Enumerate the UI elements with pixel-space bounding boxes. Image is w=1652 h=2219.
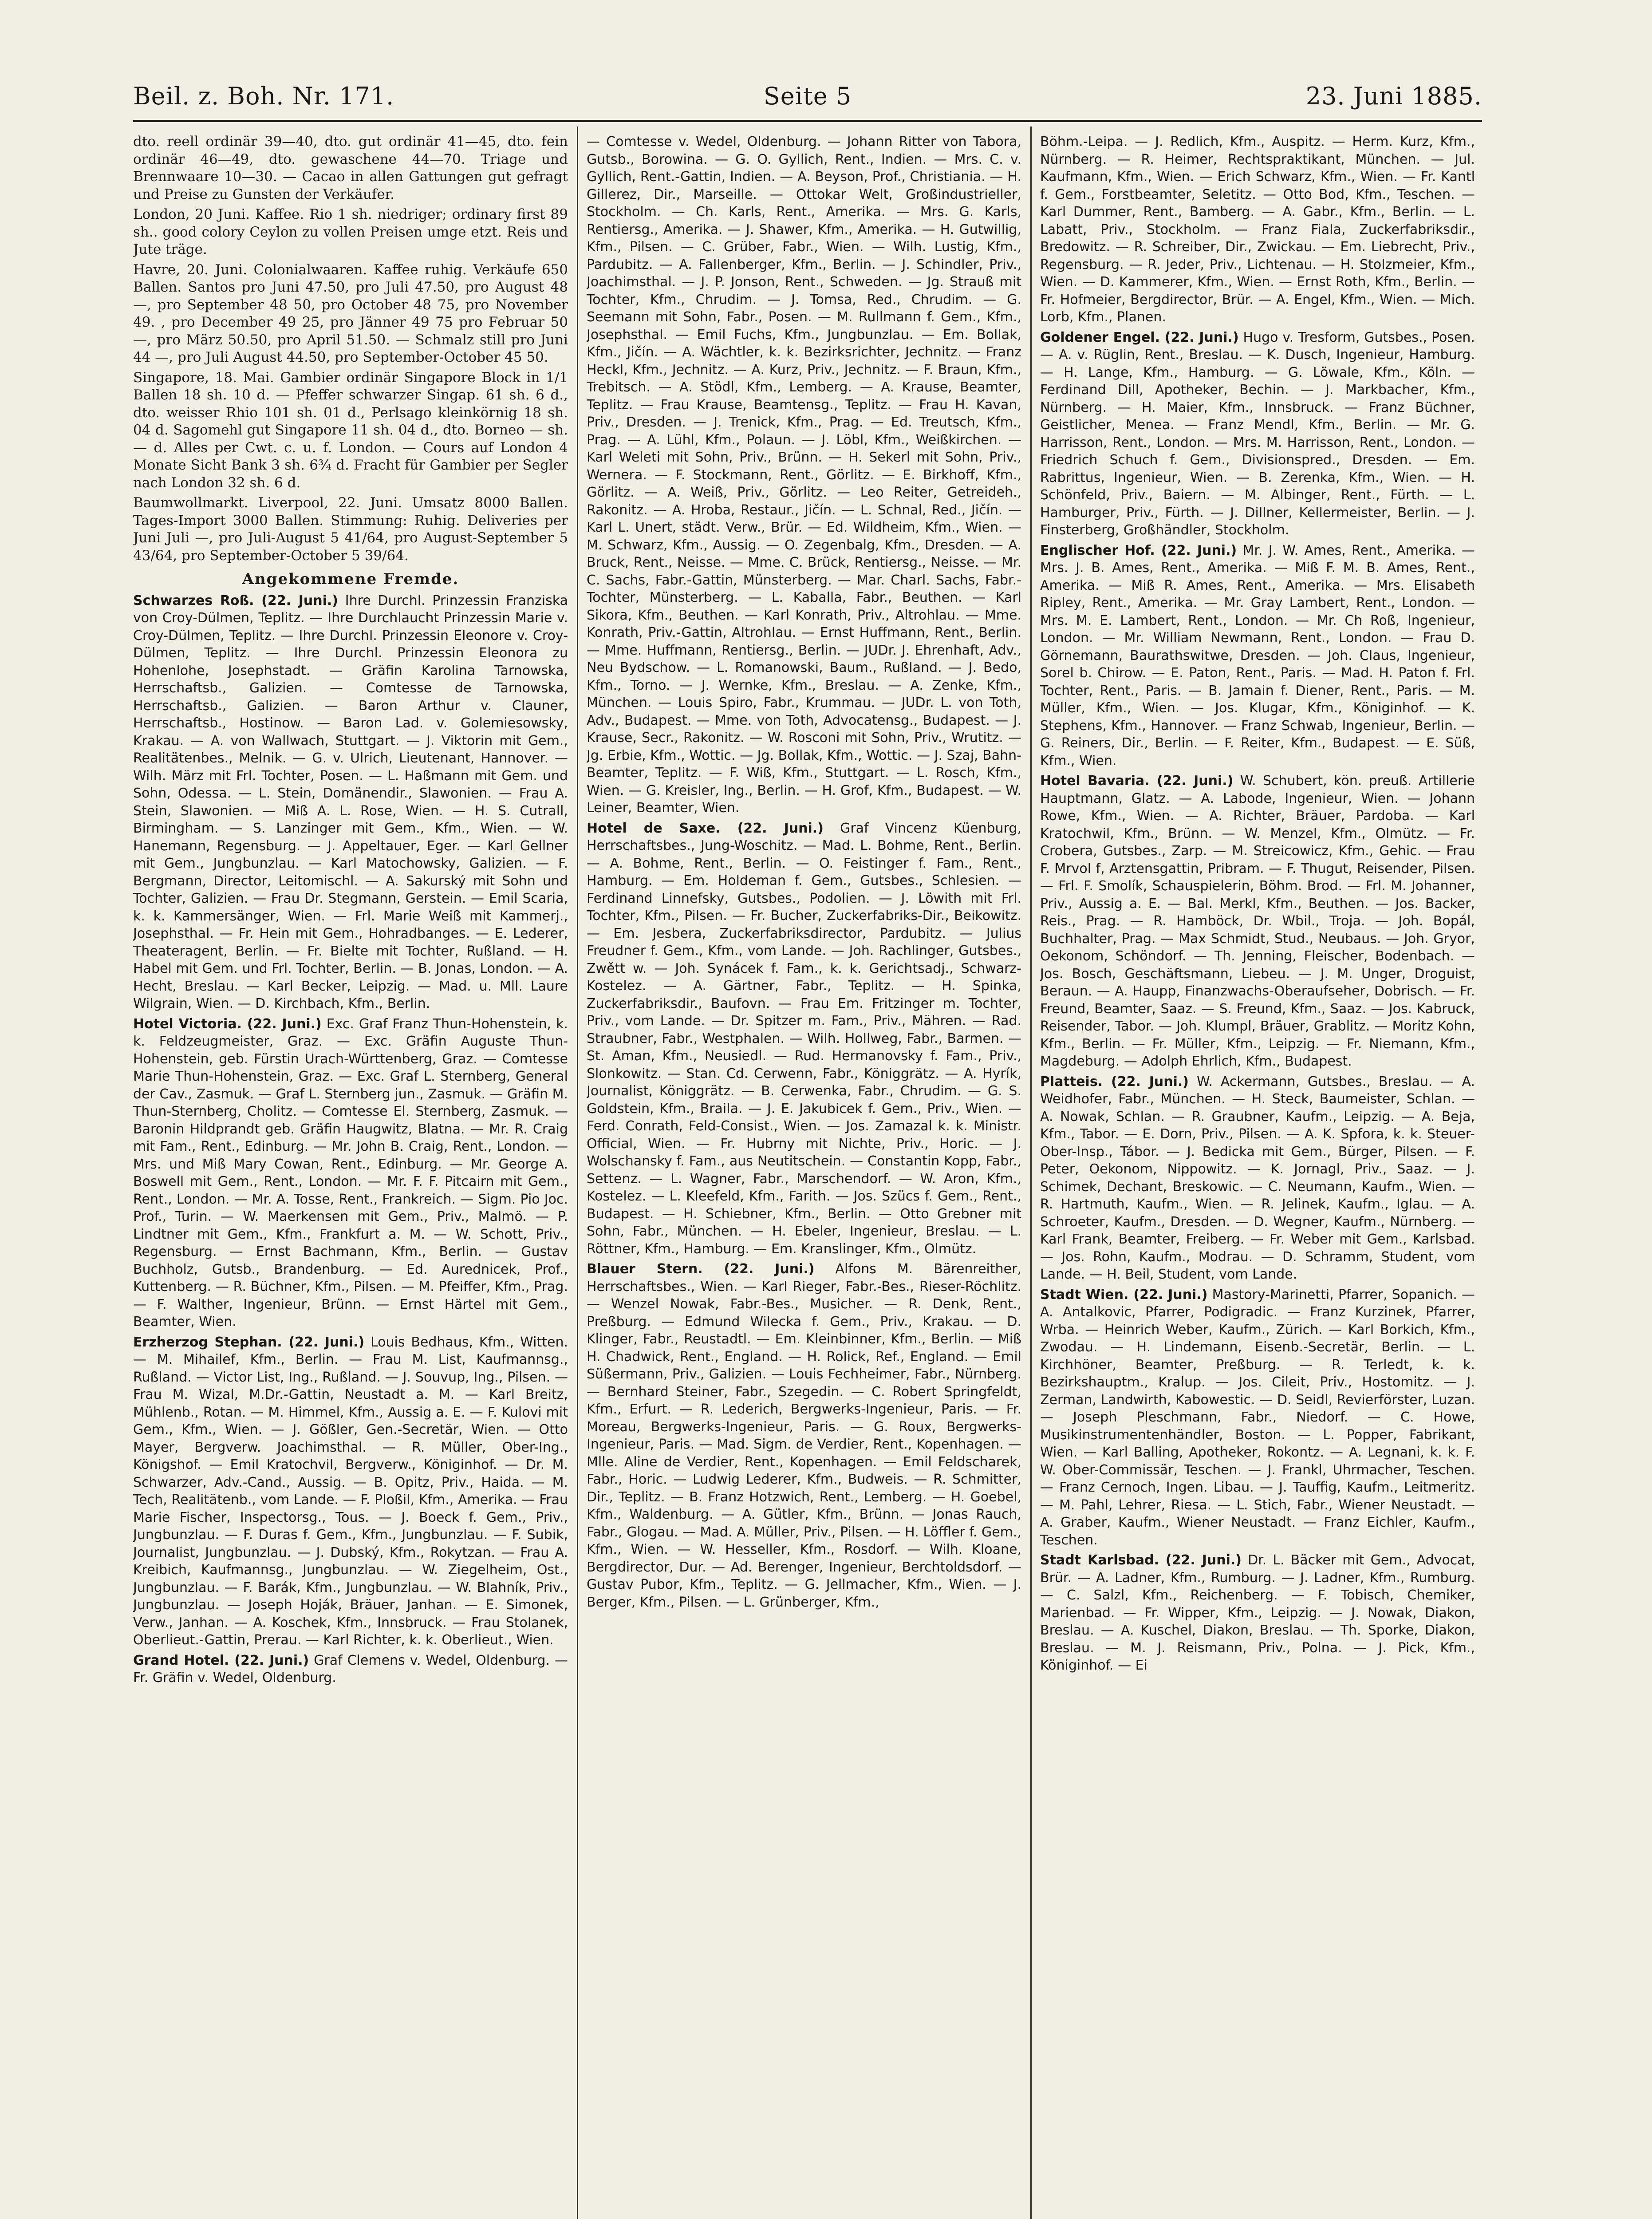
issue-date: 23. Juni 1885. (1305, 82, 1482, 110)
guest-list: W. Schubert, kön. preuß. Artillerie Hauptmann, Glatz. — A. Labode, Ingenieur, Wien. — Johann Rowe, Kfm., Wien. — A. Richter, Bräuer, Pardoba. — Karl Kratochwil, Kfm., Brünn. — W. Menzel, Kfm., Olmütz. — Fr. Crobera, Gutsbes., Zarp. — M. Streicowicz, Kfm., Gehic. — Frau F. Mrvol f, Arztensgattin, Pribram. — F. Thugut, Reisender, Pilsen. — Frl. F. Smolík, Schauspielerin, Böhm. Brod. — Frl. M. Johanner, Priv., Aussig a. E. — Bal. Merkl, Kfm., Beuthen. — Jos. Backer, Reis., Prag. — R. Hamböck, Dr. Wbil., Troja. — Joh. Bopál, Buchhalter, Prag. — Max Schmidt, Stud., Neubaus. — Joh. Gryor, Oekonom, Schöndorf. — Th. Jenning, Fleischer, Bodenbach. — Jos. Bosch, Geschäftsmann, Liebeu. — J. M. Unger, Droguist, Beraun. — A. Haupp, Finanzwachs-Oberaufseher, Dobrisch. — Fr. Freund, Beamter, Saaz. — S. Freund, Kfm., Saaz. — Jos. Kabruck, Reisender, Tabor. — Joh. Klumpl, Bräuer, Grablitz. — Moritz Kohn, Kfm., Berlin. — Fr. Müller, Kfm., Leipzig. — Fr. Niemann, Kfm., Magdeburg. — Adolph Ehrlich, Kfm., Budapest. (1040, 773, 1475, 1069)
hotel-heading: Goldener Engel. (22. Juni.) (1040, 329, 1239, 345)
column-2 (587, 133, 1021, 2219)
issue-label: Beil. z. Boh. Nr. 171. (133, 82, 394, 110)
guest-list: Dr. L. Bäcker mit Gem., Advocat, Brür. — A. Ladner, Kfm., Rumburg. — J. Ladner, Kfm., Rumburg. — C. Salzl, Kfm., Reichenberg. — F. Tobisch, Chemiker, Marienbad. — Fr. Wipper, Kfm., Leipzig. — J. Nowak, Diakon, Breslau. — A. Kuschel, Diakon, Breslau. — Th. Sporke, Diakon, Breslau. — M. J. Reismann, Priv., Polna. — J. Pick, Kfm., Königinhof. — Ei (1040, 1552, 1475, 1673)
guest-list: Graf Vincenz Küenburg, Herrschaftsbes., Jung-Woschitz. — Mad. L. Bohme, Rent., Berlin. — A. Bohme, Rent., Berlin. — O. Feistinger f. Fam., Rent., Hamburg. — Em. Holdeman f. Gem., Gutsbes., Schlesien. — Ferdinand Linnefsky, Gutsbes., Podolien. — J. Löwith mit Frl. Tochter, Kfm., Pilsen. — Fr. Bucher, Zuckerfabriks-Dir., Beikowitz. — Em. Jesbera, Zuckerfabriksdirector, Pardubitz. — Julius Freudner f. Gem., Kfm., vom Lande. — Joh. Rachlinger, Gutsbes., Zwětt w. — Joh. Synácek f. Fam., k. k. Gerichtsadj., Schwarz-Kostelez. — A. Gärtner, Fabr., Teplitz. — H. Spinka, Zuckerfabriksdir., Baufovn. — Frau Em. Fritzinger m. Tochter, Priv., vom Lande. — Dr. Spitzer m. Fam., Priv., Mähren. — Rad. Straubner, Fabr., Westphalen. — Wilh. Hollweg, Fabr., Barmen. — St. Aman, Kfm., Neusiedl. — Rud. Hermanovsky f. Fam., Priv., Slonkowitz. — Stan. Cd. Cerwenn, Fabr., Königgrätz. — A. Hyrík, Journalist, Königgrätz. — B. Cerwenka, Fabr., Chrudim. — G. S. Goldstein, Kfm., Braila. — J. E. Jakubicek f. Gem., Priv., Wien. — Ferd. Conrath, Feld-Consist., Wien. — Jos. Zamazal k. k. Ministr. Official, Wien. — Fr. Hubrny mit Nichte, Priv., Horic. — J. Wolschansky f. Fam., aus Neutitschein. — Constantin Kopp, Fabr., Settenz. — L. Wagner, Fabr., Marschendorf. — W. Aron, Kfm., Kostelez. — L. Kleefeld, Kfm., Farith. — Jos. Szücs f. Gem., Rent., Budapest. — H. Schiebner, Kfm., Berlin. — Otto Grebner mit Sohn, Fabr., München. — H. Ebeler, Ingenieur, Breslau. — L. Röttner, Kfm., Hamburg. — Em. Kranslinger, Kfm., Olmütz. (587, 820, 1021, 1257)
guest-list: Exc. Graf Franz Thun-Hohenstein, k. k. Feldzeugmeister, Graz. — Exc. Gräfin Auguste Thun-Hohenstein, geb. Fürstin Urach-Württenberg, Graz. — Comtesse Marie Thun-Hohenstein, Graz. — Exc. Graf L. Sternberg, General der Cav., Zasmuk. — Graf L. Sternberg jun., Zasmuk. — Gräfin M. Thun-Sternberg, Cholitz. — Comtesse El. Sternberg, Zasmuk. — Baronin Hildprandt geb. Gräfin Haugwitz, Blatna. — Mr. R. Craig mit Fam., Rent., Edinburg. — Mr. John B. Craig, Rent., London. — Mrs. und Miß Mary Cowan, Rent., Edinburg. — Mr. George A. Boswell mit Gem., Rent., London. — Mr. F. F. Pitcairn mit Gem., Rent., London. — Mr. A. Tosse, Rent., Frankreich. — Sigm. Pio Joc. Prof., Turin. — W. Maerkensen mit Gem., Priv., Malmö. — P. Lindtner mit Gem., Kfm., Frankfurt a. M. — W. Schott, Priv., Regensburg. — Ernst Bachmann, Kfm., Berlin. — Gustav Buchholz, Gutsb., Brandenburg. — Ed. Aurednicek, Prof., Kuttenberg. — R. Büchner, Kfm., Pilsen. — M. Pfeiffer, Kfm., Prag. — F. Walther, Ingenieur, Brünn. — Ernst Härtel mit Gem., Beamter, Wien. (133, 1016, 568, 1330)
hotel-heading: Stadt Karlsbad. (22. Juni.) (1040, 1552, 1242, 1568)
guest-list: W. Ackermann, Gutsbes., Breslau. — A. Weidhofer, Fabr., München. — H. Steck, Baumeister, Schlan. — A. Nowak, Schlan. — R. Graubner, Kaufm., Leipzig. — A. Beja, Kfm., Tabor. — E. Dorn, Priv., Pilsen. — A. K. Spfora, k. k. Steuer-Ober-Insp., Tábor. — J. Bedicka mit Gem., Bürger, Pilsen. — F. Peter, Oekonom, Nippowitz. — K. Jornagl, Priv., Saaz. — J. Schimek, Dechant, Breskowic. — C. Neumann, Kaufm., Wien. — R. Hartmuth, Kaufm., Wien. — R. Jelinek, Kaufm., Iglau. — A. Schroeter, Kaufm., Dresden. — D. Wegner, Kaufm., Nürnberg. — Karl Frank, Beamter, Freiberg. — Fr. Weber mit Gem., Karlsbad. — Jos. Rohn, Kaufm., Modrau. — D. Schramm, Student, vom Lande. — H. Beil, Student, vom Lande. (1040, 1074, 1475, 1282)
hotel-heading: Hotel Bavaria. (22. Juni.) (1040, 773, 1234, 789)
hotel-heading: Hotel de Saxe. (22. Juni.) (587, 820, 824, 836)
guest-list: Mastory-Marinetti, Pfarrer, Sopanich. — A. Antalkovic, Pfarrer, Podigradic. — Franz Kurzinek, Pfarrer, Wrba. — Heinrich Weber, Kaufm., Zürich. — Karl Borkich, Kfm., Zwodau. — H. Lindemann, Eisenb.-Secretär, Berlin. — L. Kirchhöner, Beamter, Preßburg. — R. Terledt, k. k. Bezirkshauptm., Kralup. — Jos. Cileit, Priv., Hostomitz. — J. Zerman, Landwirth, Kabowestic. — D. Seidl, Revierförster, Luzan. — Joseph Pleschmann, Fabr., Niedorf. — C. Howe, Musikinstrumentenhändler, Boston. — L. Popper, Fabrikant, Wien. — Karl Balling, Apotheker, Rokontz. — A. Legnani, k. k. F. W. Ober-Commissär, Teschen. — J. Frankl, Uhrmacher, Teschen. — Franz Cernoch, Ingen. Libau. — J. Tauffig, Kaufm., Leitmeritz. — M. Pahl, Lehrer, Riesa. — L. Stich, Fabr., Wiener Neustadt. — A. Graber, Kaufm., Wiener Neustadt. — Franz Eichler, Kaufm., Teschen. (1040, 1287, 1475, 1548)
market-report-singapore: Singapore, 18. Mai. Gambier ordinär Singapore Block in 1/1 Ballen 18 sh. 10 d. — Pfeffer schwarzer Singap. 61 sh. 6 d., dto. weisser Rhio 101 sh. 01 d., Perlsago kleinkörnig 18 sh. 04 d. Sagomehl gut Singapore 11 sh. 04 d., dto. Borneo — sh. — d. Alles per Cwt. c. u. f. London. — Cours auf London 4 Monate Sicht Bank 3 sh. 6¾ d. Fracht für Gambier per Segler nach London 32 sh. 6 d. (133, 369, 568, 491)
hotel-heading: Englischer Hof. (22. Juni.) (1040, 542, 1237, 558)
guest-list: Alfons M. Bärenreither, Herrschaftsbes., Wien. — Karl Rieger, Fabr.-Bes., Rieser-Röchlitz. — Wenzel Nowak, Fabr.-Bes., Musicher. — R. Denk, Rent., Preßburg. — Edmund Wilecka f. Gem., Priv., Krakau. — D. Klinger, Fabr., Reustadtl. — Em. Kleinbinner, Kfm., Berlin. — Miß H. Chadwick, Rent., England. — H. Rolick, Ref., England. — Emil Süßermann, Priv., Galizien. — Louis Fechheimer, Fabr., Nürnberg. — Bernhard Steiner, Fabr., Szegedin. — C. Robert Springfeldt, Kfm., Erfurt. — R. Lederich, Bergwerks-Ingenieur, Paris. — Fr. Moreau, Bergwerks-Ingenieur, Paris. — G. Roux, Bergwerks-Ingenieur, Paris. — Mad. Sigm. de Verdier, Rent., Kopenhagen. — Mlle. Aline de Verdier, Rent., Kopenhagen. — Emil Feldscharek, Fabr., Horic. — Ludwig Lederer, Kfm., Budweis. — R. Schmitter, Dir., Teplitz. — B. Franz Hotzwich, Rent., Lemberg. — H. Goebel, Kfm., Waldenburg. — A. Gütler, Kfm., Brünn. — Jonas Rauch, Fabr., Glogau. — Mad. A. Müller, Priv., Pilsen. — H. Löffler f. Gem., Kfm., Wien. — W. Hesseller, Kfm., Rosdorf. — Wilh. Kloane, Bergdirector, Dur. — Ad. Berenger, Ingenieur, Berchtoldsdorf. — Gustav Pubor, Kfm., Teplitz. — G. Jellmacher, Kfm., Wien. — J. Berger, Kfm., Pilsen. — L. Grünberger, Kfm., (587, 1261, 1021, 1610)
section-title: Angekommene Fremde. (242, 570, 459, 588)
guest-list: Mr. J. W. Ames, Rent., Amerika. — Mrs. J. B. Ames, Rent., Amerika. — Miß F. M. B. Ames, Rent., Amerika. — Miß R. Ames, Rent., Amerika. — Mrs. Elisabeth Ripley, Rent., Amerika. — Mr. Gray Lambert, Rent., London. — Mrs. M. E. Lambert, Rent., London. — Mr. Ch Roß, Ingenieur, London. — Mr. William Newmann, Rent., London. — Frau D. Görnemann, Baurathswitwe, Dresden. — Joh. Claus, Ingenieur, Sorel b. Chirow. — E. Paton, Rent., Paris. — Mad. H. Paton f. Frl. Tochter, Rent., Paris. — B. Jamain f. Diener, Rent., Paris. — M. Müller, Kfm., Wien. — Jos. Klugar, Kfm., Königinhof. — K. Stephens, Kfm., Hannover. — Franz Schwab, Ingenieur, Berlin. — G. Reiners, Dir., Berlin. — F. Reiter, Kfm., Budapest. — E. Süß, Kfm., Wien. (1040, 542, 1475, 769)
hotel-heading: Blauer Stern. (22. Juni.) (587, 1261, 815, 1277)
market-report-coffee: dto. reell ordinär 39—40, dto. gut ordinär 41—45, dto. fein ordinär 46—49, dto. gewaschene 44—70. Triage und Brennwaare 10—30. — Cacao in allen Gattungen gut gefragt und Preise zu Gunsten der Verkäufer. (133, 134, 568, 202)
market-report-cotton: Baumwollmarkt. Liverpool, 22. Juni. Umsatz 8000 Ballen. Tages-Import 3000 Ballen. Stimmung: Ruhig. Deliveries per Juni Juli —, pro Juli-August 5 41/64, pro August-September 5 43/64, pro September-October 5 39/64. (133, 495, 568, 564)
page-header (133, 73, 1482, 118)
page-number: Seite 5 (763, 82, 852, 110)
hotel-heading: Erzherzog Stephan. (22. Juni.) (133, 1334, 365, 1350)
column-rule-2 (1030, 126, 1032, 2219)
guest-list: Louis Bedhaus, Kfm., Witten. — M. Mihailef, Kfm., Berlin. — Frau M. List, Kaufmannsg., Rußland. — Victor List, Ing., Rußland. — J. Souvup, Ing., Pilsen. — Frau M. Wizal, M.Dr.-Gattin, Neustadt a. M. — Karl Breitz, Mühlenb., Rotan. — M. Himmel, Kfm., Aussig a. E. — F. Kulovi mit Gem., Kfm., Wien. — J. Gößler, Gen.-Secretär, Wien. — Otto Mayer, Bergverw. Joachimsthal. — R. Müller, Ober-Ing., Königshof. — Emil Kratochvil, Bergverw., Königinhof. — Dr. M. Schwarzer, Adv.-Cand., Aussig. — B. Opitz, Priv., Haida. — M. Tech, Realitätenb., vom Lande. — F. Ploßil, Kfm., Amerika. — Frau Marie Fischer, Inspectorsg., Tous. — J. Boeck f. Gem., Priv., Jungbunzlau. — F. Duras f. Gem., Kfm., Jungbunzlau. — F. Subik, Journalist, Jungbunzlau. — J. Dubský, Kfm., Rokytzan. — Frau A. Kreibich, Kaufmannsg., Jungbunzlau. — W. Ziegelheim, Ost., Jungbunzlau. — F. Barák, Kfm., Jungbunzlau. — W. Blahník, Priv., Jungbunzlau. — Joseph Hoják, Bräuer, Janhan. — E. Simonek, Verw., Janhan. — A. Koschek, Kfm., Innsbruck. — Frau Stolanek, Oberlieut.-Gattin, Prerau. — Karl Richter, k. k. Oberlieut., Wien. (133, 1334, 568, 1648)
column-1 (133, 133, 568, 2219)
header-rule (133, 120, 1482, 122)
market-report-london: London, 20 Juni. Kaffee. Rio 1 sh. niedriger; ordinary first 89 sh.. good colory Ceylon zu vollen Preisen umge etzt. Reis und Jute träge. (133, 206, 568, 257)
hotel-heading: Grand Hotel. (22. Juni.) (133, 1652, 309, 1668)
market-report-havre: Havre, 20. Juni. Colonialwaaren. Kaffee ruhig. Verkäufe 650 Ballen. Santos pro Juni 47.50, pro Juli 47.50, pro August 48 —, pro September 48 50, pro October 48 75, pro November 49. , pro December 49 25, pro Jänner 49 75 pro Februar 50 —, pro März 50.50, pro April 51.50. — Schmalz still pro Juni 44 —, pro Juli August 44.50, pro September-October 45 50. (133, 261, 568, 365)
guest-list: Ihre Durchl. Prinzessin Franziska von Croy-Dülmen, Teplitz. — Ihre Durchlaucht Prinzessin Marie v. Croy-Dülmen, Teplitz. — Ihre Durchl. Prinzessin Eleonore v. Croy-Dülmen, Teplitz. — Ihre Durchl. Prinzessin Eleonora zu Hohenlohe, Josephstadt. — Gräfin Karolina Tarnowska, Herrschaftsb., Galizien. — Comtesse de Tarnowska, Herrschaftsb., Galizien. — Baron Arthur v. Clauner, Herrschaftsb., Hostinow. — Baron Lad. v. Golemiesowsky, Krakau. — A. von Wallwach, Stuttgart. — J. Viktorin mit Gem., Realitätenbes., Melnik. — G. v. Ulrich, Lieutenant, Hannover. — Wilh. März mit Frl. Tochter, Posen. — L. Haßmann mit Gem. und Sohn, Odessa. — L. Stein, Domänendir., Slawonien. — Frau A. Stein, Slawonien. — Miß A. L. Rose, Wien. — H. S. Cutrall, Birmingham. — S. Lanzinger mit Gem., Kfm., Wien. — W. Hanemann, Regensburg. — J. Appeltauer, Eger. — Karl Gellner mit Gem., Jungbunzlau. — Karl Matochowsky, Galizien. — F. Bergmann, Director, Leitomischl. — A. Sakurský mit Sohn und Tochter, Galizien. — Frau Dr. Stegmann, Gerstein. — Emil Scaria, k. k. Kammersänger, Wien. — Frl. Marie Weiß mit Kammerj., Josephsthal. — Fr. Hein mit Gem., Hohradbanges. — E. Lederer, Theateragent, Berlin. — Fr. Bielte mit Tochter, Rußland. — H. Habel mit Gem. und Frl. Tochter, Berlin. — B. Jonas, London. — A. Hecht, Breslau. — Karl Becker, Leipzig. — Mad. u. Mll. Laure Wilgrain, Wien. — D. Kirchbach, Kfm., Berlin. (133, 592, 568, 1011)
guest-list: Hugo v. Tresform, Gutsbes., Posen. — A. v. Rüglin, Rent., Breslau. — K. Dusch, Ingenieur, Hamburg. — H. Lange, Kfm., Hamburg. — G. Löwale, Kfm., Köln. — Ferdinand Dill, Apotheker, Bechin. — J. Markbacher, Kfm., Nürnberg. — H. Maier, Kfm., Innsbruck. — Franz Büchner, Geistlicher, Menea. — Franz Mendl, Kfm., Berlin. — Mr. G. Harrisson, Rent., London. — Mrs. M. Harrisson, Rent., London. — Friedrich Schuch f. Gem., Divisionspred., Dresden. — Em. Rabrittus, Ingenieur, Wien. — B. Zerenka, Kfm., Wien. — H. Schönfeld, Priv., Baiern. — M. Albinger, Rent., Fürth. — L. Hamburger, Priv., Fürth. — J. Dillner, Kellermeister, Berlin. — J. Finsterberg, Großhändler, Stockholm. (1040, 329, 1475, 538)
hotel-heading: Stadt Wien. (22. Juni.) (1040, 1287, 1208, 1303)
hotel-heading: Platteis. (22. Juni.) (1040, 1074, 1189, 1090)
guest-list: Graf Clemens v. Wedel, Oldenburg. — Fr. Gräfin v. Wedel, Oldenburg. (133, 1652, 568, 1686)
guest-list: Böhm.-Leipa. — J. Redlich, Kfm., Auspitz. — Herm. Kurz, Kfm., Nürnberg. — R. Heimer, Rechtspraktikant, München. — Jul. Kaufmann, Kfm., Wien. — Erich Schwarz, Kfm., Wien. — Fr. Kantl f. Gem., Forstbeamter, Seletitz. — Otto Bod, Kfm., Teschen. — Karl Dummer, Rent., Bamberg. — A. Gabr., Kfm., Berlin. — L. Labatt, Priv., Stockholm. — Franz Fiala, Zuckerfabriksdir., Bredowitz. — R. Schreiber, Dir., Zwickau. — Em. Liebrecht, Priv., Regensburg. — R. Jeder, Priv., Lichtenau. — H. Stolzmeier, Kfm., Wien. — D. Kammerer, Kfm., Wien. — Ernst Roth, Kfm., Berlin. — Fr. Hofmeier, Bergdirector, Brür. — A. Engel, Kfm., Wien. — Mich. Lorb, Kfm., Planen. (1040, 134, 1475, 325)
guest-list: — Comtesse v. Wedel, Oldenburg. — Johann Ritter von Tabora, Gutsb., Borowina. — G. O. Gyllich, Rent., Indien. — Mrs. C. v. Gyllich, Rent.-Gattin, Indien. — A. Beyson, Prof., Christiania. — H. Gillerez, Dir., Marseille. — Ottokar Welt, Großindustrieller, Stockholm. — Ch. Karls, Rent., Amerika. — Mrs. G. Karls, Rentiersg., Amerika. — J. Shawer, Kfm., Amerika. — H. Gutwillig, Kfm., Pilsen. — C. Grüber, Fabr., Wien. — Wilh. Lustig, Kfm., Pardubitz. — A. Fallenberger, Kfm., Berlin. — J. Schindler, Priv., Joachimsthal. — J. P. Jonson, Rent., Schweden. — Jg. Strauß mit Tochter, Kfm., Chrudim. — J. Tomsa, Red., Chrudim. — G. Seemann mit Sohn, Fabr., Posen. — M. Rullmann f. Gem., Kfm., Josephsthal. — Emil Fuchs, Kfm., Jungbunzlau. — Em. Bollak, Kfm., Jičín. — A. Wächtler, k. k. Bezirksrichter, Jechnitz. — Franz Heckl, Kfm., Jechnitz. — A. Kurz, Priv., Jechnitz. — F. Braun, Kfm., Trebitsch. — A. Stödl, Kfm., Lemberg. — A. Krause, Beamter, Teplitz. — Frau Krause, Beamtensg., Teplitz. — Frau H. Kavan, Priv., Dresden. — J. Trenick, Kfm., Prag. — Ed. Treutsch, Kfm., Prag. — A. Lühl, Kfm., Polaun. — J. Löbl, Kfm., Weißkirchen. — Karl Weleti mit Sohn, Priv., Brünn. — H. Sekerl mit Sohn, Priv., Wernera. — F. Stockmann, Rent., Görlitz. — E. Birkhoff, Kfm., Görlitz. — A. Weiß, Priv., Görlitz. — Leo Reiter, Getreideh., Rakonitz. — A. Hroba, Restaur., Jičín. — L. Schnal, Red., Jičín. — Karl L. Unert, städt. Verw., Brür. — Ed. Wildheim, Kfm., Wien. — M. Schwarz, Kfm., Aussig. — O. Zegenbalg, Kfm., Dresden. — A. Bruck, Rent., Neisse. — Mme. C. Brück, Rentiersg., Neisse. — Mr. C. Sachs, Fabr.-Gattin, Münsterberg. — Mar. Charl. Sachs, Fabr.-Tochter, Münsterberg. — L. Kaballa, Fabr., Beuthen. — Karl Sikora, Kfm., Beuthen. — Karl Konrath, Priv., Altrohlau. — Mme. Konrath, Priv.-Gattin, Altrohlau. — Ernst Huffmann, Rent., Berlin. — Mme. Huffmann, Rentiersg., Berlin. — JUDr. J. Ehrenhaft, Adv., Neu Bydschow. — L. Romanowski, Baum., Rußland. — J. Bedo, Kfm., Torno. — J. Wernke, Kfm., Breslau. — A. Zenke, Kfm., München. — Louis Spiro, Fabr., Krummau. — JUDr. L. von Toth, Adv., Budapest. — Mme. von Toth, Advocatensg., Budapest. — J. Krause, Secr., Rakonitz. — W. Rosconi mit Sohn, Priv., Wrutitz. — Jg. Erbie, Kfm., Wottic. — Jg. Bollak, Kfm., Wottic. — J. Szaj, Bahn-Beamter, Teplitz. — F. Wiß, Kfm., Stuttgart. — L. Rosch, Kfm., Wien. — G. Kreisler, Ing., Berlin. — H. Grof, Kfm., Budapest. — W. Leiner, Beamter, Wien. (587, 134, 1021, 816)
column-3 (1040, 133, 1475, 2219)
column-rule-1 (577, 126, 578, 2219)
hotel-heading: Schwarzes Roß. (22. Juni.) (133, 592, 338, 608)
hotel-heading: Hotel Victoria. (22. Juni.) (133, 1016, 322, 1032)
